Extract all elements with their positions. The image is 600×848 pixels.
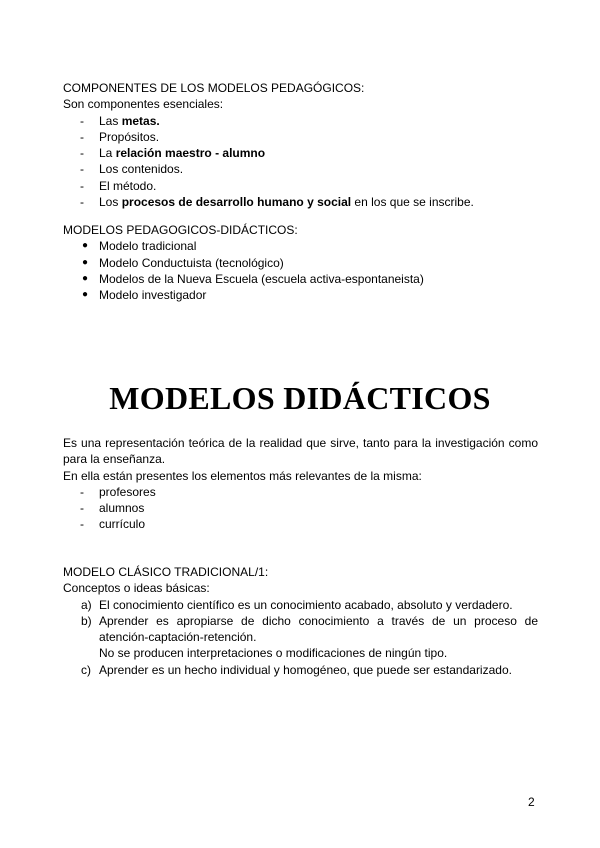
definition-paragraph: Es una representación teórica de la realidad que sirve, tanto para la investigación como para la enseñanza. [63,436,538,467]
page-number: 2 [528,795,535,809]
bullet-icon: ● [82,256,89,268]
list-item: a) El conocimiento científico es un conocimiento acabado, absoluto y verdadero. [81,597,513,612]
traditional-intro: Conceptos o ideas básicas: [63,581,210,596]
components-intro: Son componentes esenciales: [63,97,224,112]
list-item: - El método. [80,178,157,193]
models-heading: MODELOS PEDAGOGICOS-DIDÁCTICOS: [63,223,298,237]
list-item: - Los procesos de desarrollo humano y social en los que se inscribe. [80,195,474,210]
elements-list [63,484,538,533]
components-list [63,113,543,211]
list-item: ● Modelo tradicional [82,239,197,254]
list-item: ● Modelo Conductuista (tecnológico) [82,255,284,270]
list-item: - alumnos [80,501,145,516]
components-section [63,80,543,210]
list-item: - currículo [80,517,146,532]
list-item: ● Modelo investigador [82,288,207,303]
bullet-icon: ● [82,272,89,284]
list-item: - La relación maestro - alumno [80,146,266,161]
didactic-models-section [63,435,538,533]
list-item: - Propósitos. [80,129,160,144]
elements-paragraph: En ella están presentes los elementos más relevantes de la misma: [63,468,422,483]
page-title: MODELOS DIDÁCTICOS [109,380,491,416]
bullet-icon: ● [82,240,89,252]
traditional-heading: MODELO CLÁSICO TRADICIONAL/1: [63,565,269,579]
list-item: c) Aprender es un hecho individual y homogéneo, que puede ser estandarizado. [81,662,512,677]
traditional-model-section [63,564,538,678]
components-heading: COMPONENTES DE LOS MODELOS PEDAGÓGICOS: [63,81,365,95]
list-item: - profesores [80,484,156,499]
list-item: ● Modelos de la Nueva Escuela (escuela activa-espontaneista) [82,271,424,286]
list-item: - Las metas. [80,113,160,128]
models-list [63,238,543,303]
list-item: - Los contenidos. [80,162,184,177]
bullet-icon: ● [82,289,89,301]
concepts-list [63,597,538,678]
list-item: b) Aprender es apropiarse de dicho conocimiento a través de un proceso de atención-captación-retención. No se producen interpretaciones o modificaciones de ningún tipo. [81,613,538,661]
models-section [63,222,543,303]
